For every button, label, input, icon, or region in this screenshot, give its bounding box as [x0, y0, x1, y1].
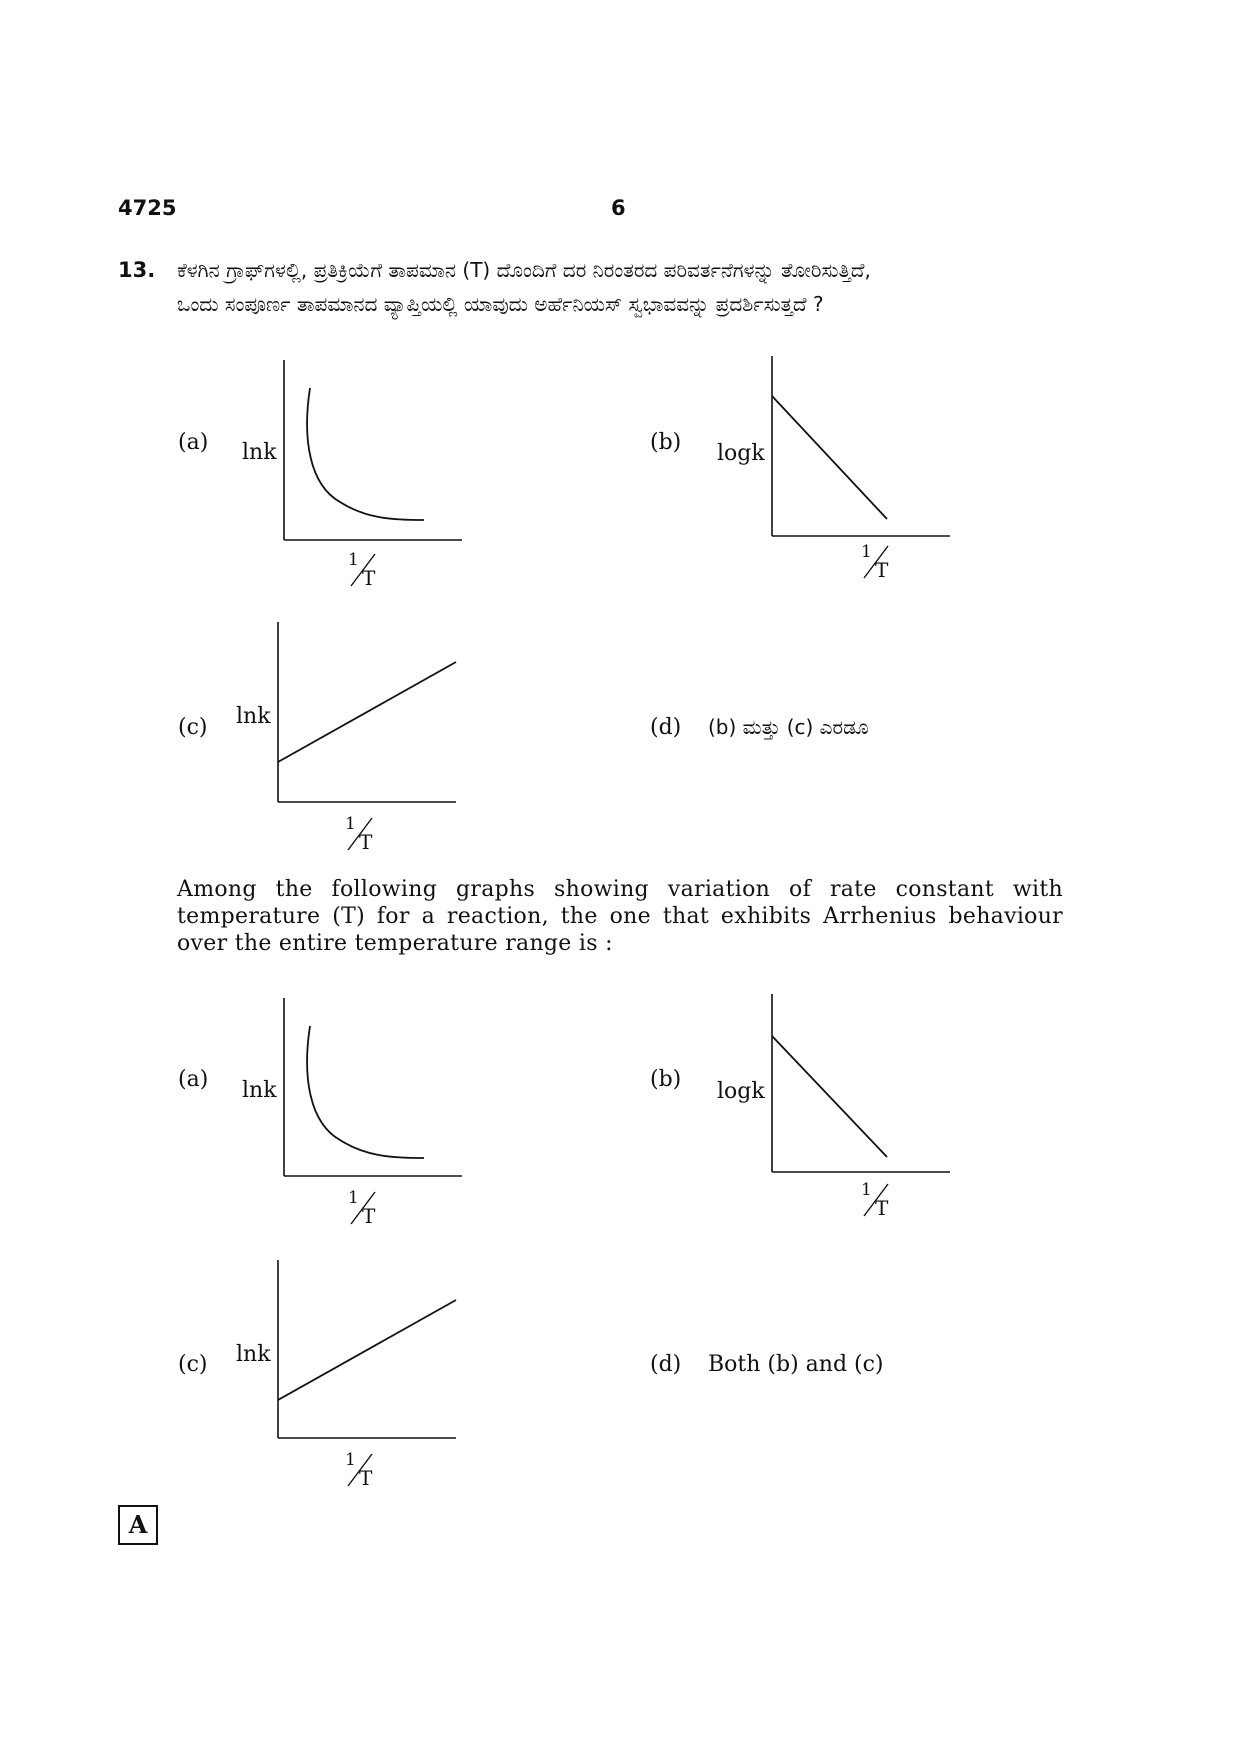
graph-a-kn	[240, 360, 470, 590]
graph-c-kn	[234, 622, 464, 862]
series-box: A	[118, 1505, 158, 1545]
option-c-label-kn: (c)	[178, 715, 208, 740]
question-text-kannada	[177, 253, 1077, 321]
y-axis-label: lnk	[236, 704, 271, 729]
y-axis-label: lnk	[242, 440, 277, 465]
data-curve	[307, 388, 424, 520]
question-text-english	[177, 876, 1063, 957]
option-a-label-kn: (a)	[178, 430, 209, 455]
y-axis-label: lnk	[236, 1342, 271, 1367]
graph-b-en-plot	[715, 994, 955, 1224]
option-b-label-en: (b)	[650, 1067, 682, 1092]
x-axis-label: 1 T	[348, 550, 376, 590]
option-d-text-en: Both (b) and (c)	[708, 1352, 884, 1377]
x-axis-label: 1 T	[345, 814, 373, 854]
x-axis-label: 1 T	[348, 1188, 376, 1228]
question-number: 13.	[118, 258, 156, 282]
option-b-label-kn: (b)	[650, 430, 682, 455]
option-c-label-en: (c)	[178, 1352, 208, 1377]
x-axis-label: 1 T	[861, 542, 889, 582]
x-axis-label: 1 T	[345, 1450, 373, 1490]
graph-a-en	[240, 998, 470, 1228]
data-line	[772, 396, 887, 519]
data-line	[772, 1036, 887, 1157]
graph-b-kn-plot	[715, 356, 955, 586]
y-axis-label: logk	[717, 441, 765, 466]
option-d-text-kn: (b) ಮತ್ತು (c) ಎರಡೂ	[708, 715, 869, 739]
english-line-1: Among the following graphs showing variation of rate constant with	[177, 877, 1063, 902]
x-axis-label: 1 T	[861, 1180, 889, 1220]
y-axis-label: logk	[717, 1079, 765, 1104]
y-axis-label: lnk	[242, 1078, 277, 1103]
graph-b-kn	[715, 356, 955, 586]
english-line-2: temperature (T) for a reaction, the one that exhibits Arrhenius behaviour	[177, 904, 1063, 929]
kannada-line-1: ಕೆಳಗಿನ ಗ್ರಾಫ್‌ಗಳಲ್ಲಿ, ಪ್ರತಿಕ್ರಿಯೆಗೆ ತಾಪಮಾನ (T) ದೊಂದಿಗೆ ದರ ನಿರಂತರದ ಪರಿವರ್ತನೆಗಳನ್ನು ತೋರಿಸುತ್ತಿದೆ,	[177, 258, 871, 282]
option-a-label-en: (a)	[178, 1067, 209, 1092]
data-line	[278, 662, 456, 762]
question-paper-code: 4725	[118, 196, 177, 220]
option-d-label-kn: (d)	[650, 715, 682, 740]
graph-b-en	[715, 994, 955, 1224]
option-d-label-en: (d)	[650, 1352, 682, 1377]
graph-c-en	[234, 1260, 464, 1500]
data-curve	[307, 1026, 424, 1158]
page-number: 6	[611, 196, 626, 220]
english-line-3: over the entire temperature range is :	[177, 931, 613, 956]
kannada-line-2: ಒಂದು ಸಂಪೂರ್ಣ ತಾಪಮಾನದ ವ್ಯಾಪ್ತಿಯಲ್ಲಿ ಯಾವುದು ಅರ್ಹೆನಿಯಸ್ ಸ್ವಭಾವವನ್ನು ಪ್ರದರ್ಶಿಸುತ್ತದೆ ?	[177, 292, 824, 316]
data-line	[278, 1300, 456, 1400]
